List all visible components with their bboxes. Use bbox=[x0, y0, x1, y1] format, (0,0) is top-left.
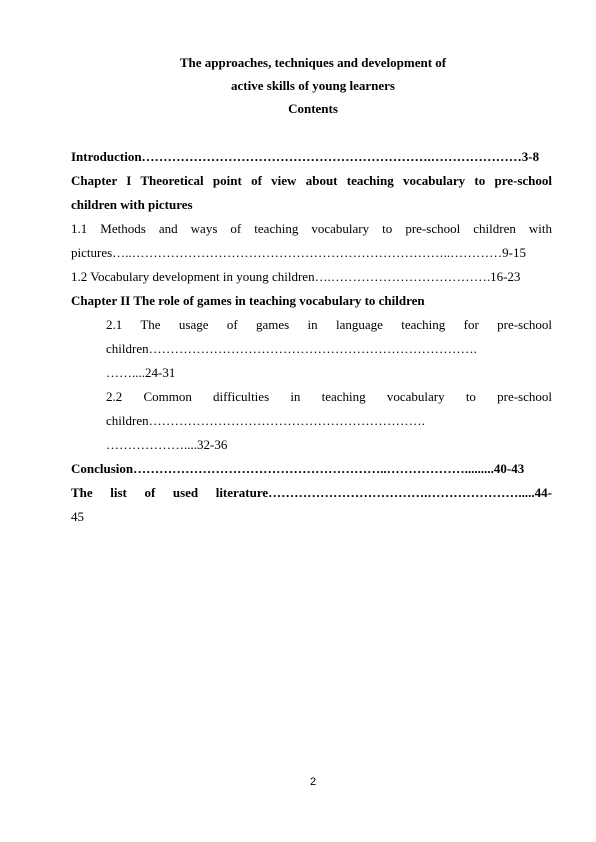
title-block bbox=[0, 51, 596, 120]
toc-section-2-1-line-2: children…………………………………………………………………. bbox=[106, 341, 477, 356]
toc-section-2-2-line-1: 2.2 Common difficulties in teaching vocabulary to pre-school bbox=[106, 389, 552, 404]
toc-section-1-1-line-1: 1.1 Methods and ways of teaching vocabulary to pre-school children with bbox=[71, 221, 552, 236]
toc-section-1-1-line-2: pictures…..………………………………………………………………..…………9-15 bbox=[71, 245, 526, 260]
toc-introduction: Introduction………………………………………………………….…………………3-8 bbox=[71, 149, 540, 164]
contents-heading: Contents bbox=[288, 101, 338, 116]
table-of-contents bbox=[71, 145, 552, 529]
toc-chapter-2: Chapter II The role of games in teaching vocabulary to children bbox=[71, 293, 425, 308]
toc-section-2-1-line-1: 2.1 The usage of games in language teaching for pre-school bbox=[106, 317, 552, 332]
toc-conclusion: Conclusion…………………………………………………..……………….........40-43 bbox=[71, 461, 525, 476]
toc-section-1-2: 1.2 Vocabulary development in young children….……………………………….16-23 bbox=[71, 269, 521, 284]
document-title-line-2: active skills of young learners bbox=[231, 78, 395, 93]
page-number: 2 bbox=[309, 776, 317, 788]
document-title-line-1: The approaches, techniques and development of bbox=[179, 55, 447, 70]
toc-chapter-1-line-2: children with pictures bbox=[71, 197, 193, 212]
toc-literature-line-1: The list of used literature……………………………….………………….....44- bbox=[71, 485, 552, 500]
toc-literature-line-2: 45 bbox=[71, 509, 84, 524]
toc-section-2-2-line-2: children………………………………………………………. bbox=[106, 413, 425, 428]
toc-chapter-1-line-1: Chapter I Theoretical point of view about teaching vocabulary to pre-school bbox=[71, 173, 552, 188]
toc-section-2-2-line-3: ………………....32-36 bbox=[106, 437, 228, 452]
toc-section-2-1-line-3: ……....24-31 bbox=[106, 365, 176, 380]
